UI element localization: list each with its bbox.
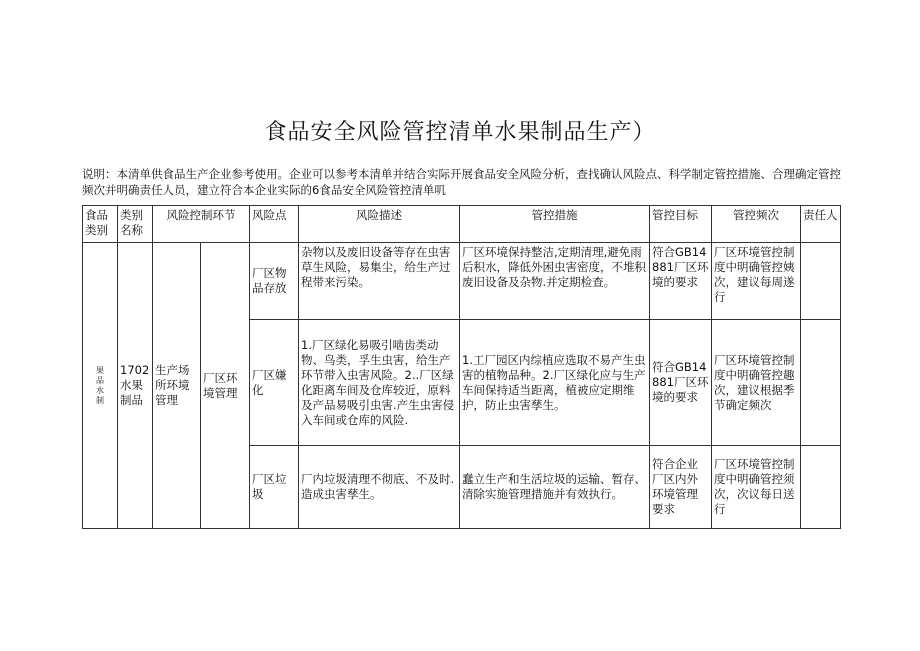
cell-food-category: 果品水制	[83, 243, 118, 529]
cell-risk-point: 厂区物品存放	[250, 243, 299, 320]
header-control-freq: 管控频次	[712, 206, 801, 243]
cell-control-link-2: 厂区环境管理	[201, 243, 250, 529]
cell-control-measure: 1.工厂园区内综植应选取不易产生虫害的植物品种。2.厂区绿化应与生产车间保持适当距离，植被应定期维护，防止虫害孳生。	[460, 320, 650, 446]
cell-risk-desc: 1.厂区绿化易吸引啮齿类动物、鸟类，孚生虫害，给生产环节带入虫害风险。2..厂区绿化距离车间及仓库较近，原料及产品易吸引虫害.产生虫害侵入车间或仓库的风险.	[299, 320, 460, 446]
header-control-target: 管控目标	[650, 206, 712, 243]
cell-control-link-1: 生产场所环境管理	[153, 243, 201, 529]
cell-responsible	[801, 446, 841, 529]
cell-responsible	[801, 243, 841, 320]
header-category-name: 类别名称	[118, 206, 153, 243]
cell-category-name: 1702水果制品	[118, 243, 153, 529]
cell-control-measure: 厂区环境保持整洁,定期清理,避免雨后积水，降低外困虫害密度，不堆积废旧设备及杂物.并定期检查。	[460, 243, 650, 320]
header-risk-point: 风险点	[250, 206, 299, 243]
cell-responsible	[801, 320, 841, 446]
table-row	[83, 243, 841, 320]
cell-control-freq: 厂区环境管控制度中明确管控姨次，建议每周遂行	[712, 243, 801, 320]
cell-risk-desc: 厂内垃圾清理不彻底、不及时.造成虫害孳生。	[299, 446, 460, 529]
header-food-category: 食品类别	[83, 206, 118, 243]
header-control-link: 风险控制环节	[153, 206, 250, 243]
cell-risk-desc: 杂物以及废旧设备等存在虫害草生风险，易集尘，给生产过程带来污染。	[299, 243, 460, 320]
header-risk-desc: 风险描述	[299, 206, 460, 243]
cell-risk-point: 厂区垃圾	[250, 446, 299, 529]
cell-control-target: 符合GB14881厂区环境的要求	[650, 243, 712, 320]
cell-control-measure: 蠢立生产和生活垃圾的运输、暂存、清除实施管理措施并有效执行。	[460, 446, 650, 529]
header-responsible: 责任人	[801, 206, 841, 243]
cell-control-freq: 厂区环境管控制度中明确管控须次，次议每日送行	[712, 446, 801, 529]
cell-control-target: 符合GB14881厂区环境的要求	[650, 320, 712, 446]
cell-control-target: 符合企业厂区内外环境管理要求	[650, 446, 712, 529]
risk-control-table	[82, 205, 841, 529]
header-control-measure: 管控措施	[460, 206, 650, 243]
cell-risk-point: 厂区嫌化	[250, 320, 299, 446]
cell-control-freq: 厂区环境管控制度中明确管控趣次，建议根据季节确定频次	[712, 320, 801, 446]
table-header-row	[83, 206, 841, 243]
document-title: 食品安全风险管控清单水果制品生产）	[264, 120, 656, 145]
intro-text: 说明：本清单供食品生产企业参考使用。企业可以参考本清单并结合实际开展食品安全风险分析，查找确认风险点、科学制定管控措施、合理确定管控频次并明确责任人员，建立符合本企业实际的6食品安全风险管控清单叽	[82, 167, 841, 197]
